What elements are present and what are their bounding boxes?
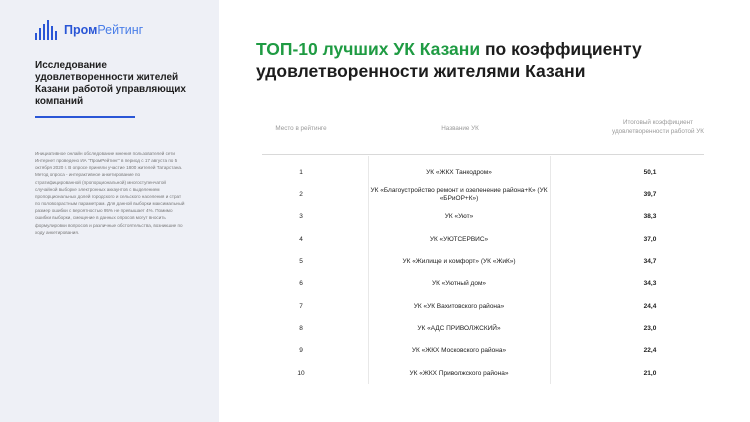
column-header-value: Итоговый коэффициент удовлетворенности работой УК (612, 119, 704, 135)
company-name-cell: УК «Благоустройство ремонт и озеленение района+К» (УК «БРиОР+К») (370, 186, 548, 203)
table-row (262, 365, 704, 387)
brand-name: ПромРейтинг (64, 23, 144, 37)
title-highlight: ТОП-10 лучших УК Казани (256, 39, 481, 59)
rank-cell: 8 (299, 324, 303, 332)
table-row (262, 186, 704, 208)
table-row (262, 209, 704, 231)
company-name-cell: УК «ЖКХ Танкодром» (426, 168, 492, 176)
sidebar-description: Инициативное онлайн обследование мнения пользователей сети Интернет проведено ИА "ПромРейтинг" в период с 17 августа по 5 октября 2020 г. В опросе приняли участие 1800 жителей Татарстана. Метод опроса - интерактивное анкетирование по стратифицированной (пропорциональной) многоступенчатой случайной выборке электронных аккаунтов с выделением пропорциональных долей городского и сельского населения и страт по половозрастным параметрам. Для данной выборки максимальный размер ошибки с вероятностью 95% не превышает 4%. Помимо ошибки выборки, смещение в данных опросов могут вносить формулировки вопросов и различные обстоятельства, возникшие по ходу анкетирования. (35, 151, 185, 235)
value-cell: 34,7 (643, 258, 657, 266)
value-cell: 39,7 (643, 191, 657, 199)
brand-logo (35, 20, 143, 40)
company-name-cell: УК «АДС ПРИВОЛЖСКИЙ» (417, 324, 501, 332)
table-row (262, 342, 704, 364)
company-name-cell: УК «Уют» (444, 213, 474, 221)
sidebar-title: Исследование удовлетворенности жителей Казани работой управляющих компаний (35, 60, 186, 107)
value-cell: 37,0 (643, 235, 657, 243)
rank-cell: 7 (299, 302, 303, 310)
value-cell: 34,3 (643, 280, 657, 288)
table-row (262, 253, 704, 275)
company-name-cell: УК «ЖКХ Московского района» (411, 347, 507, 355)
table-row (262, 164, 704, 186)
rank-cell: 5 (299, 258, 303, 266)
rank-cell: 6 (299, 280, 303, 288)
column-header-name: Название УК (441, 125, 479, 132)
value-cell: 22,4 (643, 347, 657, 355)
value-cell: 50,1 (643, 168, 657, 176)
title-rest: по коэффициенту удовлетворенности жителями Казани (256, 39, 642, 81)
company-name-cell: УК «ЖКХ Приволжского района» (409, 369, 509, 377)
table-row (262, 276, 704, 298)
table-row (262, 298, 704, 320)
column-header-rank: Место в рейтинге (275, 125, 327, 132)
company-name-cell: УК «УК Вахитовского района» (413, 302, 505, 310)
bar-chart-icon (35, 20, 57, 40)
header-divider (262, 154, 704, 155)
rank-cell: 1 (299, 168, 303, 176)
sidebar (0, 0, 219, 422)
company-name-cell: УК «Жилище и комфорт» (УК «ЖиК») (402, 258, 516, 266)
value-cell: 24,4 (643, 302, 657, 310)
company-name-cell: УК «Уютный дом» (431, 280, 487, 288)
rank-cell: 2 (299, 191, 303, 199)
rank-cell: 3 (299, 213, 303, 221)
rank-cell: 10 (297, 369, 305, 377)
rank-cell: 9 (299, 347, 303, 355)
title-underline (35, 116, 135, 118)
table-row (262, 231, 704, 253)
page-title (256, 38, 736, 82)
company-name-cell: УК «УЮТСЕРВИС» (429, 235, 489, 243)
rank-cell: 4 (299, 235, 303, 243)
value-cell: 23,0 (643, 324, 657, 332)
value-cell: 21,0 (643, 369, 657, 377)
value-cell: 38,3 (643, 213, 657, 221)
table-row (262, 320, 704, 342)
